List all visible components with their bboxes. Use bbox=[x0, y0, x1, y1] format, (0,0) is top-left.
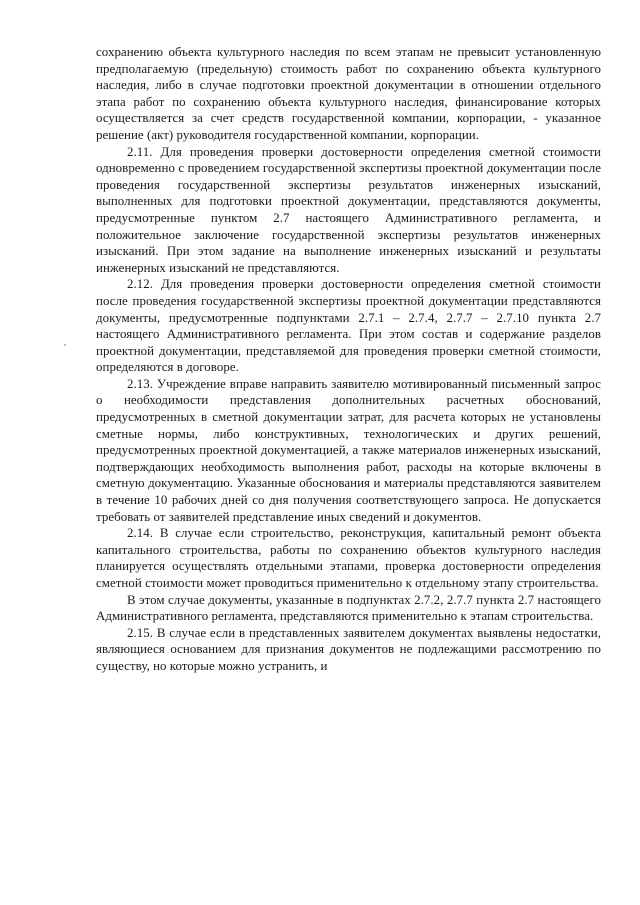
paragraph-2-14-stages: В этом случае документы, указанные в подпунктах 2.7.2, 2.7.7 пункта 2.7 настоящего Административного регламента, представляются применительно к этапам строительства. bbox=[96, 592, 601, 624]
paragraph-2-14: 2.14. В случае если строительство, реконструкция, капитальный ремонт объекта капитального строительства, работы по сохранению объектов культурного наследия планируется осуществлять отдельными этапами, проверка достоверности определения сметной стоимости может проводиться применительно к отдельному этапу строительства. bbox=[96, 526, 601, 590]
paragraph-continuation: сохранению объекта культурного наследия по всем этапам не превысит установленную предполагаемую (предельную) стоимость работ по сохранению объекта культурного наследия, либо в случае подготовки проектной документации в отношении отдельного этапа работ по сохранению объекта культурного наследия, финансирование которых осуществляется за счет средств государственной компании, корпорации, - указанное решение (акт) руководителя государственной компании, корпорации. bbox=[96, 45, 601, 142]
paragraph-2-12: 2.12. Для проведения проверки достоверности определения сметной стоимости после проведения государственной экспертизы проектной документации представляются документы, предусмотренные подпунктами 2.7.1 – 2.7.4, 2.7.7 – 2.7.10 пункта 2.7 настоящего Административного регламента. При этом состав и содержание разделов проектной документации, представляемой для проведения проверки сметной стоимости, определяются в договоре. bbox=[96, 277, 601, 375]
paragraph-2-13: 2.13. Учреждение вправе направить заявителю мотивированный письменный запрос о необходимости представления дополнительных расчетных обоснований, предусмотренных в сметной документации затрат, для расчета которых не установлены сметные нормы, либо конструктивных, технологических и других решений, предусмотренных проектной документацией, а также материалов инженерных изысканий, подтверждающих необходимость выполнения работ, расходы на которые включены в сметную документацию. Указанные обоснования и материалы представляются заявителем в течение 10 рабочих дней со дня получения соответствующего запроса. Не допускается требовать от заявителей представление иных сведений и документов. bbox=[96, 376, 601, 524]
paragraph-2-11: 2.11. Для проведения проверки достоверности определения сметной стоимости одновременно с проведением государственной экспертизы проектной документации после проведения государственной экспертизы результатов инженерных изысканий, выполненных для подготовки проектной документации, представляются документы, предусмотренные пунктом 2.7 настоящего Административного регламента, и положительное заключение государственной экспертизы результатов инженерных изысканий. При этом задание на выполнение инженерных изысканий и результаты инженерных изысканий не представляются. bbox=[96, 144, 601, 275]
margin-mark bbox=[64, 344, 66, 346]
document-body bbox=[96, 44, 601, 675]
paragraph-2-15: 2.15. В случае если в представленных заявителем документах выявлены недостатки, являющиеся основанием для признания документов не подлежащими рассмотрению по существу, но которые можно устранить, и bbox=[96, 625, 601, 673]
